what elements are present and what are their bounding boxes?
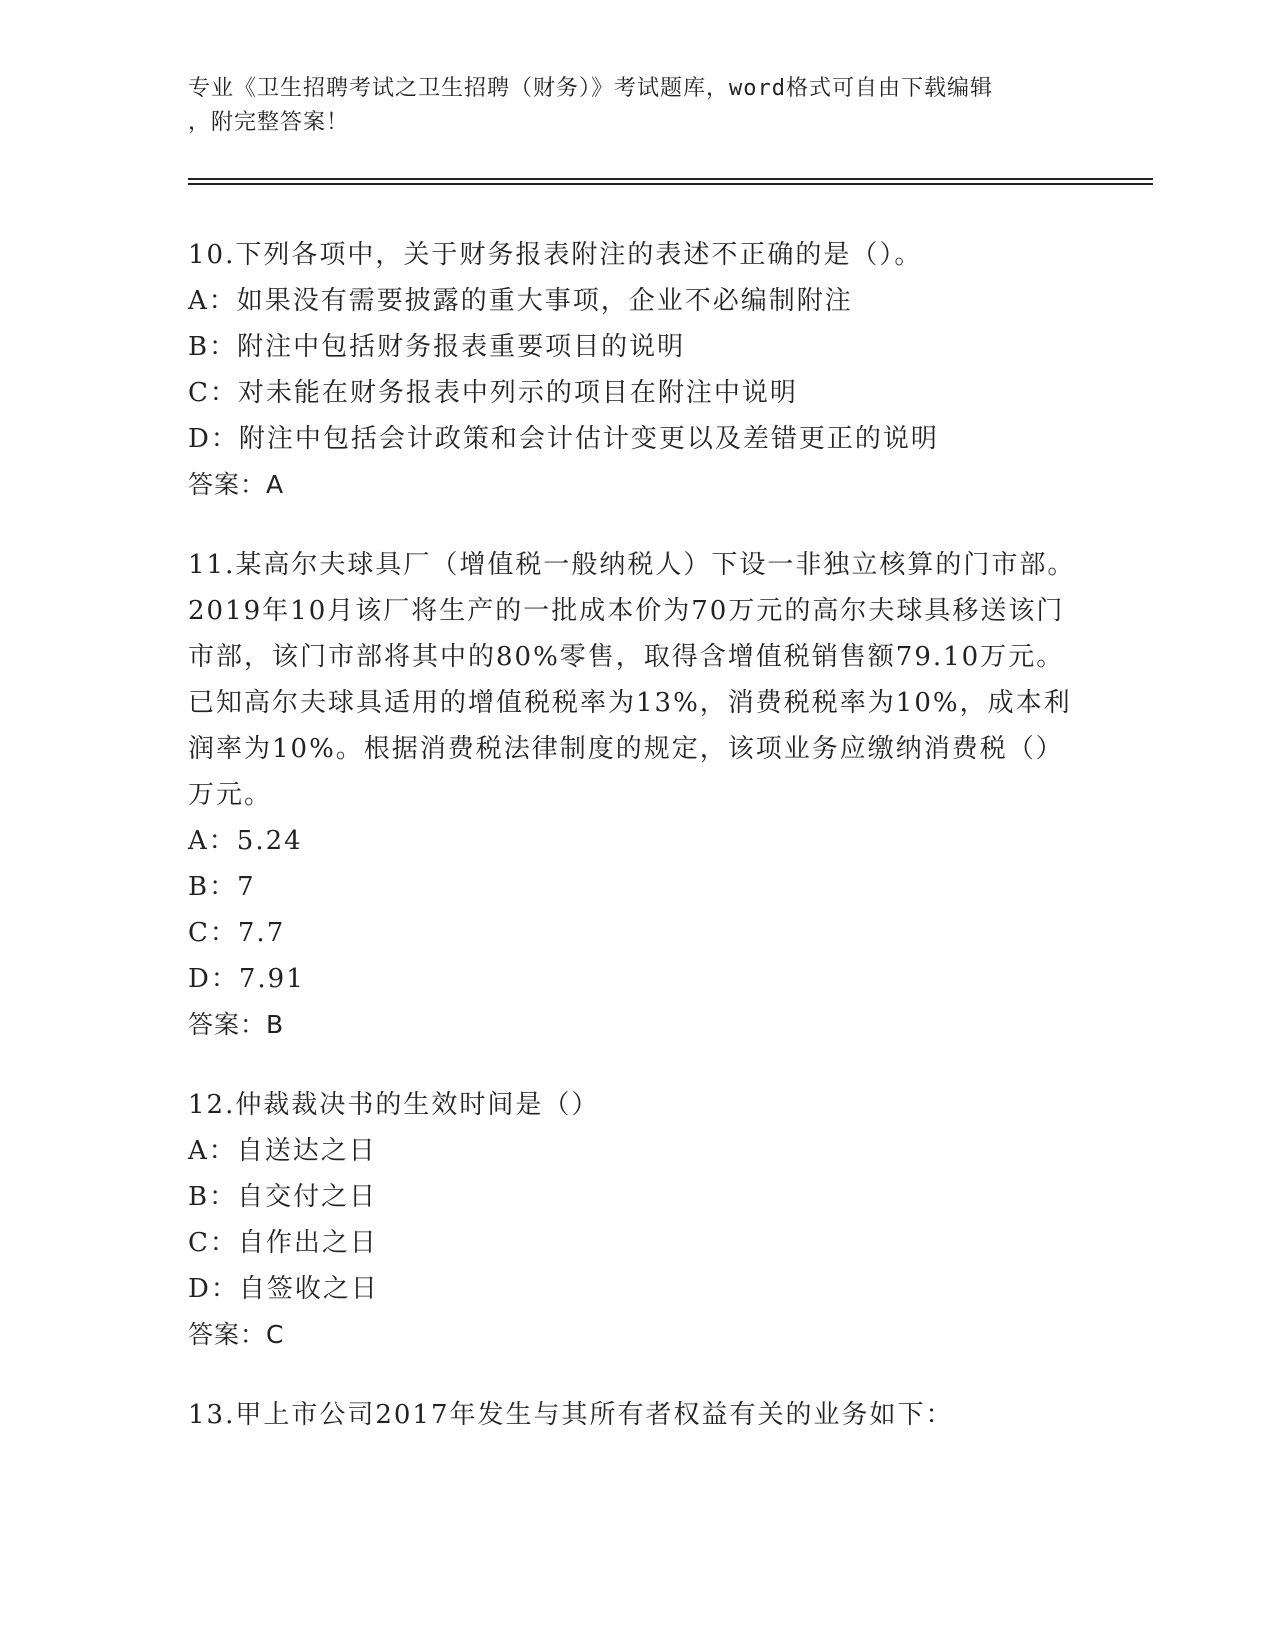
answer-line: 答案：A bbox=[188, 470, 285, 499]
question-12 bbox=[188, 1082, 1088, 1358]
option-d: D：自签收之日 bbox=[188, 1274, 379, 1304]
question-list bbox=[188, 232, 1088, 1472]
answer-line: 答案：C bbox=[188, 1320, 285, 1349]
header-line-1: 专业《卫生招聘考试之卫生招聘（财务）》考试题库，word格式可自由下载编辑 bbox=[188, 76, 993, 101]
header-divider-bottom bbox=[188, 183, 1153, 185]
document-header bbox=[188, 72, 1068, 140]
question-stem: 11.某高尔夫球具厂（增值税一般纳税人）下设一非独立核算的门市部。2019年10月该厂将生产的一批成本价为70万元的高尔夫球具移送该门市部，该门市部将其中的80%零售，取得含增值税销售额79.10万元。已知高尔夫球具适用的增值税税率为13%，消费税税率为10%，成本利润率为10%。根据消费税法律制度的规定，该项业务应缴纳消费税（）万元。 bbox=[188, 550, 1076, 810]
question-stem: 13.甲上市公司2017年发生与其所有者权益有关的业务如下： bbox=[188, 1400, 954, 1430]
option-c: C：自作出之日 bbox=[188, 1228, 378, 1258]
option-a: A：如果没有需要披露的重大事项，企业不必编制附注 bbox=[188, 286, 853, 316]
question-stem: 10.下列各项中，关于财务报表附注的表述不正确的是（）。 bbox=[188, 240, 923, 270]
option-b: B：7 bbox=[188, 872, 256, 902]
question-10 bbox=[188, 232, 1088, 508]
question-11 bbox=[188, 542, 1088, 1048]
question-13 bbox=[188, 1392, 1088, 1438]
option-b: B：自交付之日 bbox=[188, 1182, 378, 1212]
header-divider-top bbox=[188, 178, 1153, 180]
option-c: C：对未能在财务报表中列示的项目在附注中说明 bbox=[188, 378, 798, 408]
option-a: A：5.24 bbox=[188, 826, 303, 856]
option-d: D：附注中包括会计政策和会计估计变更以及差错更正的说明 bbox=[188, 424, 939, 454]
option-a: A：自送达之日 bbox=[188, 1136, 377, 1166]
answer-line: 答案：B bbox=[188, 1010, 285, 1039]
question-stem: 12.仲裁裁决书的生效时间是（） bbox=[188, 1090, 600, 1120]
header-line-2: ，附完整答案！ bbox=[188, 110, 350, 135]
option-b: B：附注中包括财务报表重要项目的说明 bbox=[188, 332, 686, 362]
option-d: D：7.91 bbox=[188, 964, 305, 994]
option-c: C：7.7 bbox=[188, 918, 286, 948]
